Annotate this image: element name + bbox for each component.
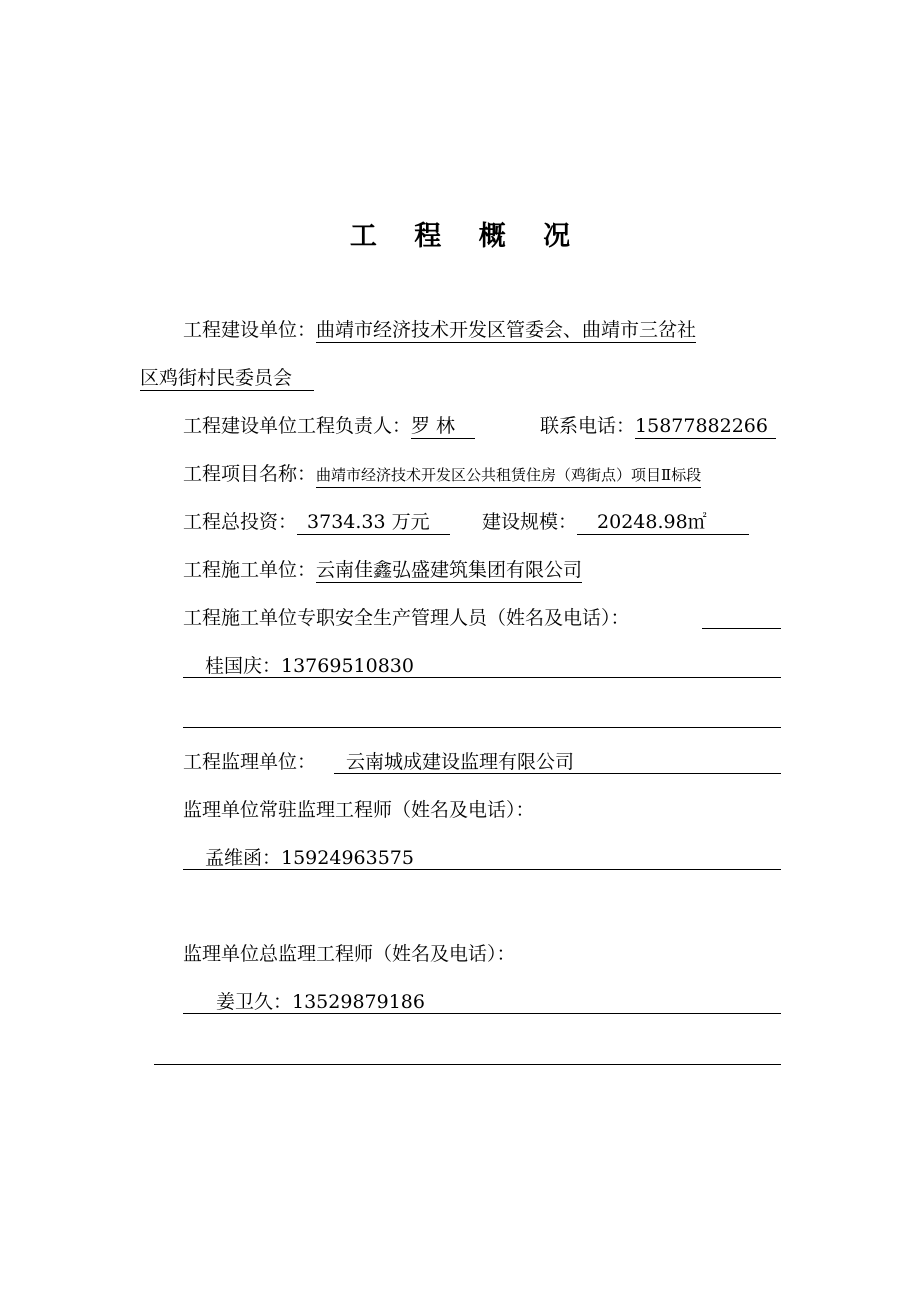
- builder-value-line1: 曲靖市经济技术开发区管委会、曲靖市三岔社: [316, 319, 697, 341]
- supervisor-label: 工程监理单位：: [183, 751, 317, 773]
- builder-value-line2: 区鸡街村民委员会: [140, 366, 314, 391]
- safety-officer-label-row: [183, 606, 630, 630]
- investment-row: [183, 510, 450, 535]
- underline: [334, 773, 781, 774]
- builder-phone-value: 15877882266: [635, 414, 776, 439]
- supervisor-value: 云南城成建设监理有限公司: [346, 751, 575, 773]
- underline: [183, 869, 781, 870]
- builder-label: 工程建设单位：: [183, 319, 317, 341]
- contractor-label: 工程施工单位：: [183, 559, 317, 581]
- safety-officer-label: 工程施工单位专职安全生产管理人员（姓名及电话）：: [183, 607, 630, 629]
- underline: [154, 1064, 781, 1065]
- chief-engineer-value: 姜卫久：13529879186: [216, 991, 425, 1013]
- resident-engineer-label: 监理单位常驻监理工程师（姓名及电话）：: [183, 799, 535, 821]
- investment-label: 工程总投资：: [183, 511, 298, 533]
- builder-phone-label: 联系电话：: [540, 415, 636, 437]
- builder-row-continued: [140, 366, 314, 391]
- scale-label: 建设规模：: [482, 511, 578, 533]
- project-value: 曲靖市经济技术开发区公共租赁住房（鸡街点）项目Ⅱ标段: [316, 463, 701, 488]
- scale-row: [482, 510, 749, 535]
- safety-officer-value: 桂国庆：13769510830: [205, 655, 414, 677]
- builder-lead-label: 工程建设单位工程负责人：: [183, 415, 412, 437]
- builder-row: [183, 318, 696, 343]
- page-title: 工 程 概 况: [349, 221, 585, 252]
- underline: [702, 628, 781, 629]
- resident-engineer-value: 孟维函：15924963575: [205, 847, 414, 869]
- builder-phone-row: [540, 414, 776, 439]
- underline: [183, 727, 781, 728]
- contractor-row: [183, 558, 582, 583]
- project-label: 工程项目名称：: [183, 463, 317, 485]
- builder-lead-value: 罗 林: [411, 414, 475, 439]
- contractor-value: 云南佳鑫弘盛建筑集团有限公司: [316, 559, 583, 581]
- scale-value: 20248.98㎡: [577, 510, 749, 535]
- investment-value: 3734.33 万元: [297, 510, 450, 535]
- supervisor-row: [183, 750, 316, 774]
- underline: [183, 677, 781, 678]
- project-row: [183, 462, 701, 488]
- underline: [183, 1013, 781, 1014]
- chief-engineer-label: 监理单位总监理工程师（姓名及电话）：: [183, 943, 516, 965]
- builder-lead-row: [183, 414, 475, 439]
